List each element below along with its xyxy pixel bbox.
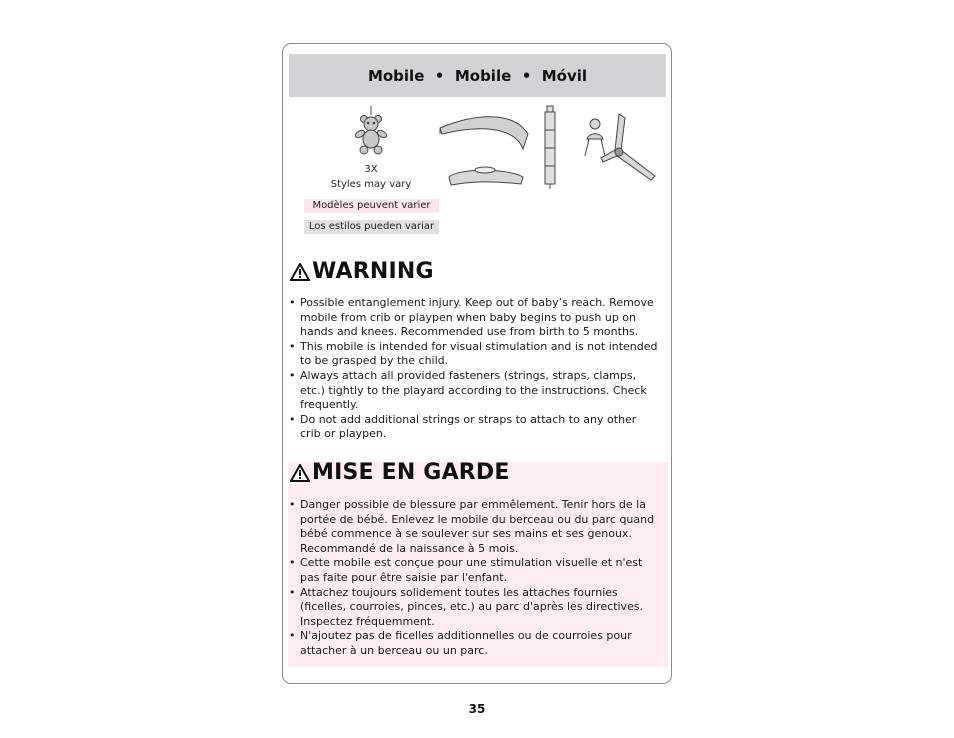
instruction-card bbox=[282, 43, 672, 684]
warning-triangle-icon bbox=[290, 263, 310, 281]
quantity-label: 3X bbox=[364, 164, 378, 175]
warning-item: • This mobile is intended for visual stimulation and is not intended to be grasped by the child. bbox=[288, 340, 660, 369]
teddy-bear-toy-icon bbox=[354, 106, 388, 154]
mobile-arm-icon bbox=[440, 117, 528, 149]
parts-illustration bbox=[283, 44, 671, 244]
warning-list-fr bbox=[288, 498, 660, 659]
page-number: 35 bbox=[468, 702, 486, 716]
warning-item: • Danger possible de blessure par emmêlement. Tenir hors de la portée de bébé. Enlevez le mobile du berceau ou du parc quand bébé commence à se soulever sur ses mains et ses genoux. Recommandé de la naissance à 5 mois. bbox=[288, 498, 660, 556]
mobile-pole-icon bbox=[545, 106, 555, 189]
warning-item: • Do not add additional strings or straps to attach to any other crib or playpen. bbox=[288, 413, 660, 442]
warning-title-en: WARNING bbox=[290, 259, 434, 284]
styles-vary-en: Styles may vary bbox=[330, 179, 412, 190]
warning-item: • Cette mobile est conçue pour une stimulation visuelle et n'est pas faite pour être saisie par l'enfant. bbox=[288, 556, 660, 585]
warning-item: • N'ajoutez pas de ficelles additionnelles ou de courroies pour attacher à un berceau ou un parc. bbox=[288, 629, 660, 658]
hanger-hub-icon bbox=[585, 114, 655, 180]
warning-item: • Possible entanglement injury. Keep out of baby’s reach. Remove mobile from crib or playpen when baby begins to push up on hands and knees. Recommended use from birth to 5 months. bbox=[288, 296, 660, 340]
section-title: Mobile • Mobile • Móvil bbox=[367, 66, 588, 85]
warning-item: • Always attach all provided fasteners (strings, straps, clamps, etc.) tightly to the playard according to the instructions. Check frequently. bbox=[288, 369, 660, 413]
warning-triangle-icon bbox=[290, 464, 310, 482]
mobile-base-cup-icon bbox=[449, 167, 523, 185]
styles-vary-fr: Modèles peuvent varier bbox=[304, 199, 439, 213]
warning-list-en bbox=[288, 296, 660, 442]
styles-vary-es: Los estilos pueden variar bbox=[304, 220, 439, 234]
warning-title-fr: MISE EN GARDE bbox=[290, 460, 510, 485]
warning-item: • Attachez toujours solidement toutes les attaches fournies (ficelles, courroies, pinces, etc.) au parc d'après les directives. Inspectez fréquemment. bbox=[288, 586, 660, 630]
